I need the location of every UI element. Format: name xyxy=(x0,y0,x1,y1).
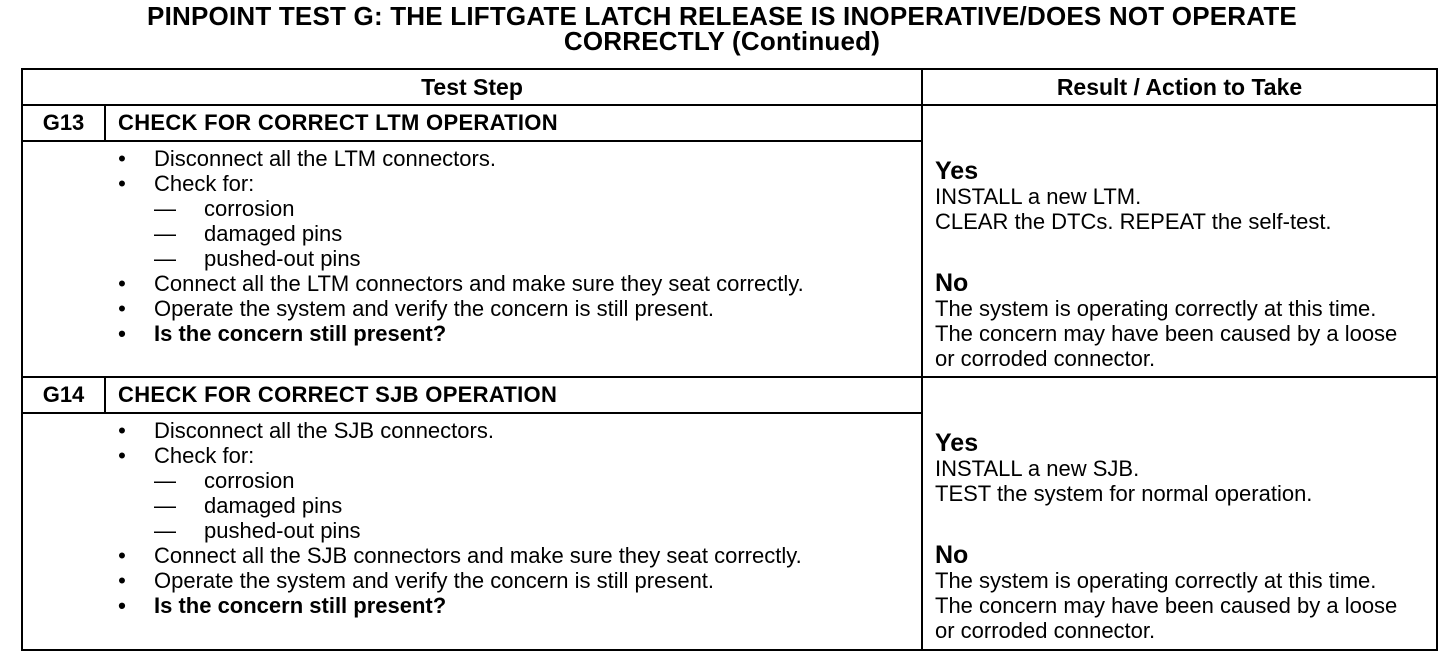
step-instructions xyxy=(116,418,916,618)
step-subitem: — corrosion xyxy=(154,468,295,493)
step-item: • Connect all the SJB connectors and make sure they seat correctly. xyxy=(118,543,802,568)
step-id-divider-g14 xyxy=(104,378,106,412)
step-item: • Connect all the LTM connectors and make sure they seat correctly. xyxy=(118,271,804,296)
step-id: G13 xyxy=(42,110,85,135)
step-item: • Disconnect all the LTM connectors. xyxy=(118,146,496,171)
step-item: • Operate the system and verify the concern is still present. xyxy=(118,568,715,593)
result-action xyxy=(935,430,1425,643)
yes-action-line-2: TEST the system for normal operation. xyxy=(935,481,1313,506)
yes-label: Yes xyxy=(935,157,979,185)
step-question: • Is the concern still present? xyxy=(118,593,447,618)
step-instructions xyxy=(116,146,916,346)
header-result-action: Result / Action to Take xyxy=(1056,74,1303,100)
step-id: G14 xyxy=(42,382,85,407)
no-action: The system is operating correctly at this time. The concern may have been caused by a loose or corroded connector. xyxy=(935,296,1398,371)
step-subitem: — damaged pins xyxy=(154,221,343,246)
step-item: • Disconnect all the SJB connectors. xyxy=(118,418,494,443)
yes-action-line-1: INSTALL a new LTM. xyxy=(935,184,1142,209)
step-item: • Check for: xyxy=(118,171,255,196)
result-action xyxy=(935,158,1425,371)
page-title-line-1: PINPOINT TEST G: THE LIFTGATE LATCH RELEASE IS INOPERATIVE/DOES NOT OPERATE xyxy=(147,1,1297,31)
header-test-step: Test Step xyxy=(421,74,523,100)
step-title-divider-g14 xyxy=(23,412,921,414)
step-subitem: — damaged pins xyxy=(154,493,343,518)
page-title-line-2: CORRECTLY (Continued) xyxy=(563,26,881,56)
no-action: The system is operating correctly at this time. The concern may have been caused by a loose or corroded connector. xyxy=(935,568,1398,643)
step-title: CHECK FOR CORRECT SJB OPERATION xyxy=(118,382,558,407)
page-title xyxy=(0,1,1444,56)
no-label: No xyxy=(935,269,969,297)
step-item: • Operate the system and verify the concern is still present. xyxy=(118,296,715,321)
step-item: • Check for: xyxy=(118,443,255,468)
yes-action-line-2: CLEAR the DTCs. REPEAT the self-test. xyxy=(935,209,1332,234)
no-label: No xyxy=(935,541,969,569)
step-subitem: — corrosion xyxy=(154,196,295,221)
step-question: • Is the concern still present? xyxy=(118,321,447,346)
yes-action-line-1: INSTALL a new SJB. xyxy=(935,456,1140,481)
step-id-divider-g13 xyxy=(104,106,106,140)
step-subitem: — pushed-out pins xyxy=(154,246,361,271)
step-title-divider-g13 xyxy=(23,140,921,142)
step-subitem: — pushed-out pins xyxy=(154,518,361,543)
step-title: CHECK FOR CORRECT LTM OPERATION xyxy=(118,110,558,135)
yes-label: Yes xyxy=(935,429,979,457)
column-divider xyxy=(921,70,923,649)
